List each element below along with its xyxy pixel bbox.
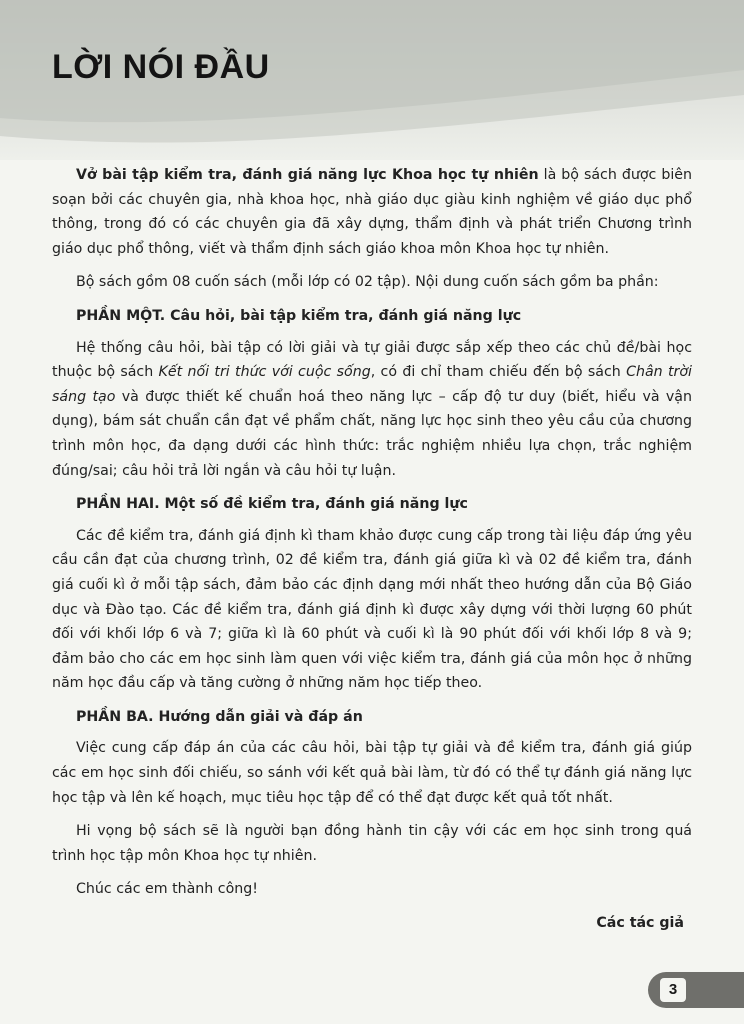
intro-text: là bộ sách được biên soạn bởi các chuyên gia, nhà khoa học, nhà giáo dục giàu kinh nghiệm về giáo dục phổ thông, trong đó có các chuyên gia đã xây dựng, thẩm định và phát triển Chương trình giáo dục phổ thông, viết và thẩm định sách giáo khoa môn Khoa học tự nhiên. <box>52 167 692 257</box>
book-title-bold: Vở bài tập kiểm tra, đánh giá năng lực Khoa học tự nhiên <box>76 167 539 183</box>
page-number: 3 <box>660 978 686 1002</box>
part1-text-b: , có đi chỉ tham chiếu đến bộ sách <box>370 364 627 381</box>
part1-italic-b: Chân trời sáng tạo <box>52 364 692 405</box>
series-info-paragraph: Bộ sách gồm 08 cuốn sách (mỗi lớp có 02 tập). Nội dung cuốn sách gồm ba phần: <box>76 274 659 291</box>
page-title: LỜI NÓI ĐẦU <box>52 48 270 86</box>
preface-body <box>52 163 692 945</box>
part3-paragraph: Việc cung cấp đáp án của các câu hỏi, bài tập tự giải và đề kiểm tra, đánh giá giúp các em học sinh đối chiếu, so sánh với kết quả bài làm, từ đó có thể tự đánh giá năng lực học tập và lên kế hoạch, mục tiêu học tập để có thể đạt được kết quả tốt nhất. <box>52 740 692 806</box>
part1-paragraph <box>52 336 692 484</box>
part1-text-c: và được thiết kế chuẩn hoá theo năng lực – cấp độ tư duy (biết, hiểu và vận dụng), bám sát chuẩn cần đạt về phẩm chất, năng lực học sinh theo yêu cầu của chương trình môn học, đa dạng dưới các hình thức: trắc nghiệm nhiều lựa chọn, trắc nghiệm đúng/sai; câu hỏi trả lời ngắn và câu hỏi tự luận. <box>52 388 692 479</box>
part3-heading: PHẦN BA. Hướng dẫn giải và đáp án <box>76 708 363 725</box>
part2-paragraph: Các đề kiểm tra, đánh giá định kì tham khảo được cung cấp trong tài liệu đáp ứng yêu cầu cần đạt của chương trình, 02 đề kiểm tra, đánh giá giữa kì và 02 đề kiểm tra, đánh giá cuối kì ở mỗi tập sách, đảm bảo các định dạng mới nhất theo hướng dẫn của Bộ Giáo dục và Đào tạo. Các đề kiểm tra, đánh giá định kì được xây dựng với thời lượng 60 phút đối với khối lớp 6 và 7; giữa kì là 60 phút và cuối kì là 90 phút đối với khối lớp 8 và 9; đảm bảo cho các em học sinh làm quen với việc kiểm tra, đánh giá của môn học ở những năm học đầu cấp và tăng cường ở những năm học tiếp theo. <box>52 527 692 692</box>
part1-heading: PHẦN MỘT. Câu hỏi, bài tập kiểm tra, đánh giá năng lực <box>76 307 522 324</box>
part1-text-a: Hệ thống câu hỏi, bài tập có lời giải và tự giải được sắp xếp theo các chủ đề/bài học thuộc bộ sách <box>52 339 692 381</box>
wish-paragraph: Chúc các em thành công! <box>76 881 258 898</box>
hope-paragraph: Hi vọng bộ sách sẽ là người bạn đồng hành tin cậy với các em học sinh trong quá trình học tập môn Khoa học tự nhiên. <box>52 823 692 864</box>
author-signature: Các tác giả <box>596 915 684 932</box>
part2-heading: PHẦN HAI. Một số đề kiểm tra, đánh giá năng lực <box>76 496 468 513</box>
intro-paragraph <box>52 163 692 261</box>
part1-italic-a: Kết nối tri thức với cuộc sống <box>158 364 371 381</box>
